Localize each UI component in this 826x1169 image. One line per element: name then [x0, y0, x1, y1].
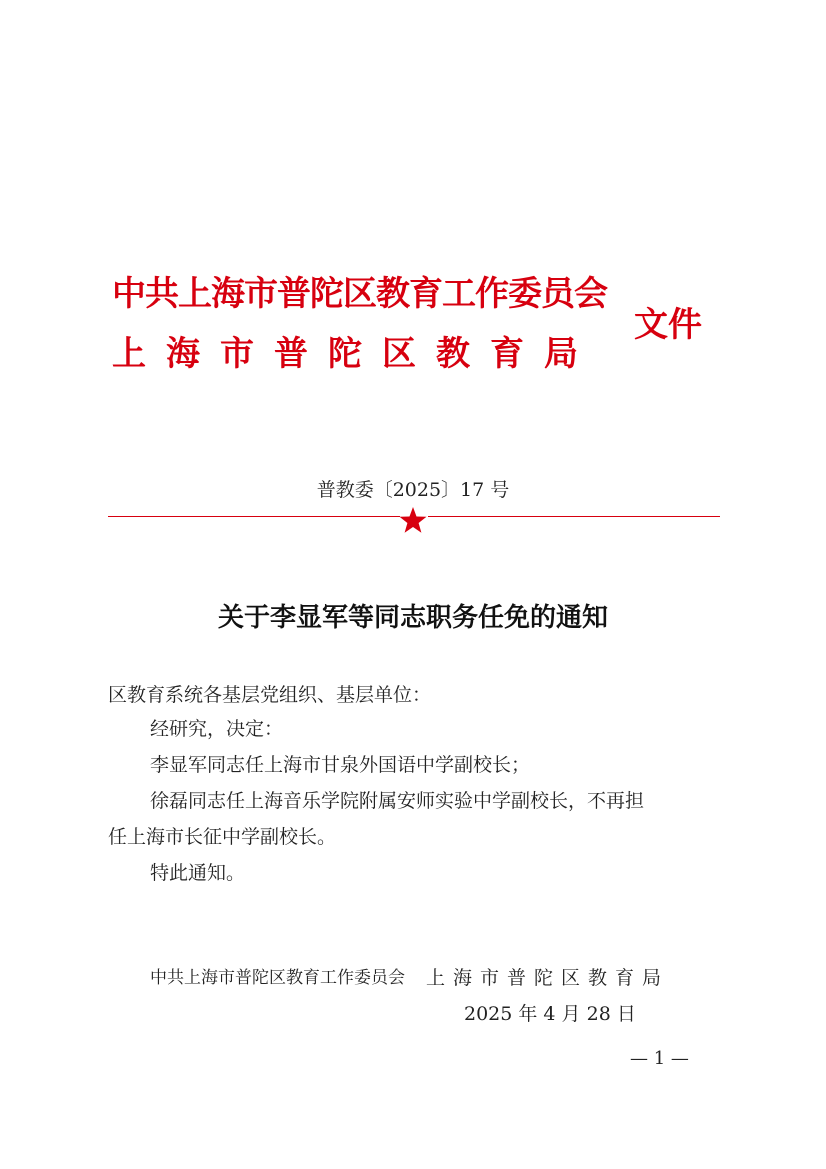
body-paragraph: 经研究，决定： — [150, 718, 284, 740]
body-paragraph: 徐磊同志任上海音乐学院附属安师实验中学副校长，不再担 — [150, 790, 645, 812]
red-divider-left — [108, 516, 400, 517]
issue-date: 2025 年 4 月 28 日 — [464, 1003, 636, 1025]
body-paragraph: 特此通知。 — [150, 862, 246, 884]
header-org-line2: 上海市普陀区教育局 — [112, 334, 598, 374]
header-wenjian-suffix: 文件 — [634, 305, 702, 345]
body-paragraph-continued: 任上海市长征中学副校长。 — [108, 826, 337, 848]
red-divider-right — [428, 516, 720, 517]
header-org-line1: 中共上海市普陀区教育工作委员会 — [112, 274, 607, 314]
signature-party-committee: 中共上海市普陀区教育工作委员会 — [150, 968, 405, 988]
salutation: 区教育系统各基层党组织、基层单位： — [108, 684, 432, 706]
signature-education-bureau: 上海市普陀区教育局 — [426, 967, 670, 989]
page-number: — 1 — — [630, 1048, 689, 1069]
body-paragraph: 李显军同志任上海市甘泉外国语中学副校长； — [150, 754, 531, 776]
document-number: 普教委〔2025〕17 号 — [316, 479, 510, 501]
notice-title: 关于李显军等同志职务任免的通知 — [217, 603, 608, 633]
red-star-icon — [398, 506, 428, 534]
